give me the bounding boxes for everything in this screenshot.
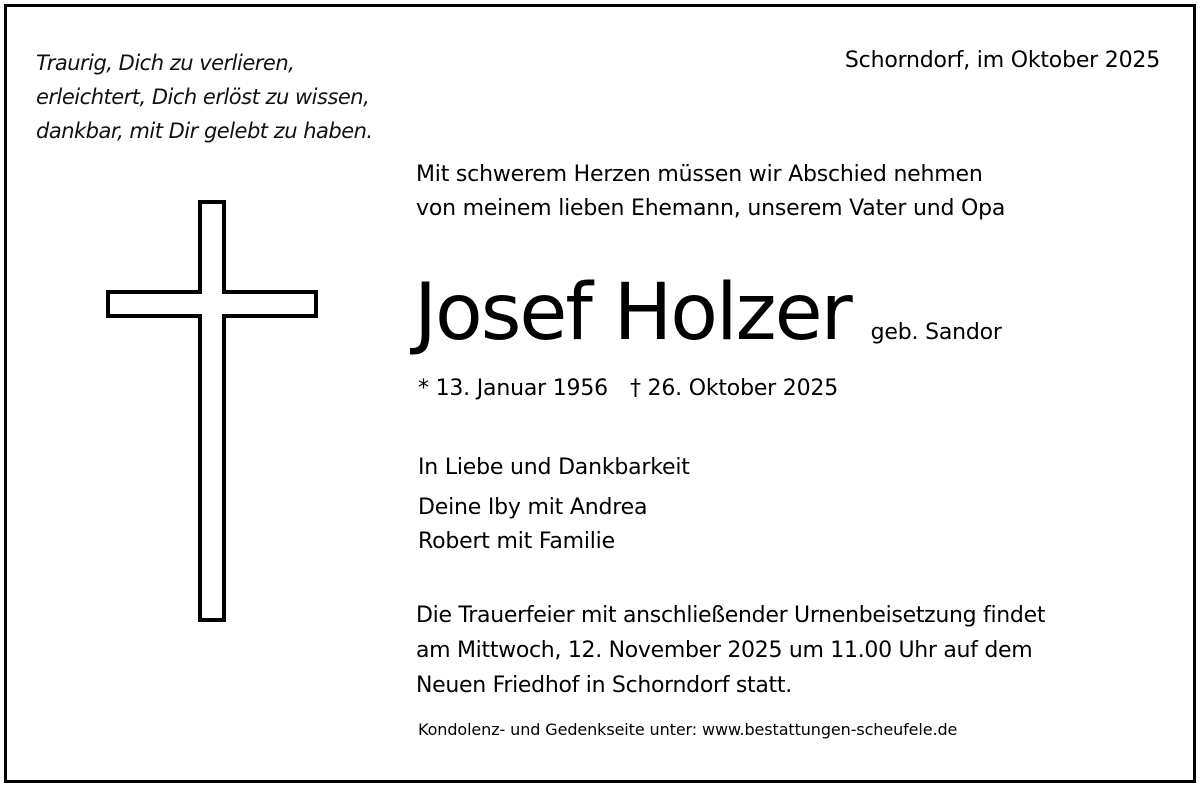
place-date: Schorndorf, im Oktober 2025 [844,48,1160,73]
intro-text [416,158,1005,226]
mourner-line: Deine Iby mit Andrea [418,495,648,520]
mourner-line: Robert mit Familie [418,529,615,554]
poem [36,46,373,148]
funeral-line: Neuen Friedhof in Schorndorf statt. [416,673,792,698]
funeral-line: am Mittwoch, 12. November 2025 um 11.00 Uhr auf dem [416,638,1033,663]
intro-line: von meinem lieben Ehemann, unserem Vater und Opa [416,196,1006,221]
poem-line: Traurig, Dich zu verlieren, [36,51,295,75]
deceased-name: Josef Holzer [414,268,851,358]
deceased-name-row [414,268,1002,358]
intro-line: Mit schwerem Herzen müssen wir Abschied nehmen [416,162,983,187]
death-date: † 26. Oktober 2025 [629,376,838,401]
funeral-notice [416,598,1045,703]
funeral-line: Die Trauerfeier mit anschließender Urnenbeisetzung findet [416,603,1046,628]
life-dates [418,373,838,405]
birth-date: * 13. Januar 1956 [418,376,608,401]
cross-icon [106,200,318,622]
mourners-heading: In Liebe und Dankbarkeit [418,455,690,480]
poem-line: erleichtert, Dich erlöst zu wissen, [36,85,370,109]
birth-name: geb. Sandor [870,320,1002,345]
poem-line: dankbar, mit Dir gelebt zu haben. [36,119,373,143]
condolence-link[interactable]: Kondolenz- und Gedenkseite unter: www.bestattungen-scheufele.de [418,720,958,739]
mourners-list [418,491,647,559]
